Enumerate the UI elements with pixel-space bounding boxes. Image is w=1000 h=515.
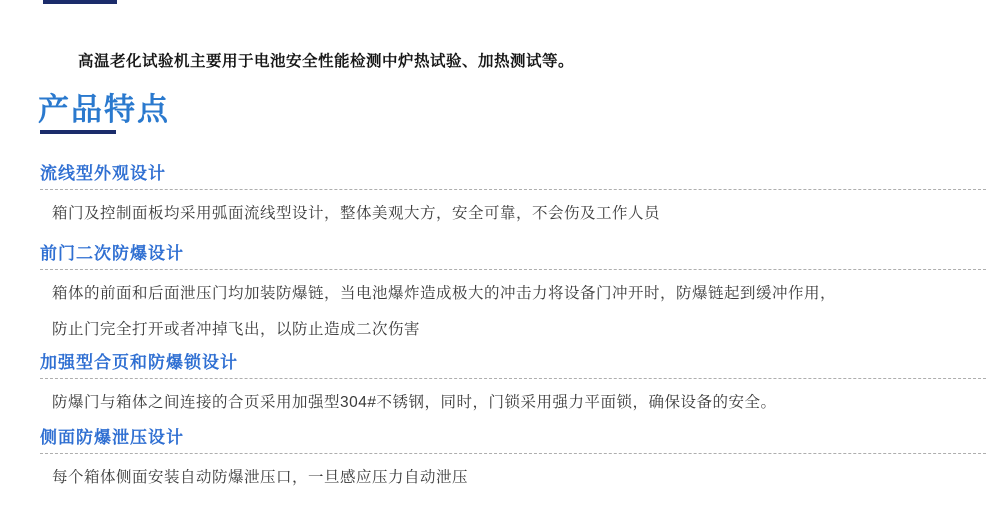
feature-section-streamline	[40, 163, 986, 223]
title-underline	[40, 130, 116, 134]
feature-section-side-vent	[40, 427, 986, 487]
page-title: 产品特点	[38, 92, 170, 127]
feature-section-hinge-lock	[40, 352, 986, 412]
feature-section-front-door	[40, 243, 986, 339]
feature-heading: 加强型合页和防爆锁设计	[40, 353, 238, 372]
feature-body-line: 箱门及控制面板均采用弧面流线型设计，整体美观大方，安全可靠，不会伤及工作人员	[52, 205, 661, 222]
dashed-divider	[40, 269, 986, 270]
top-accent-bar	[43, 0, 117, 4]
feature-body-line: 防止门完全打开或者冲掉飞出，以防止造成二次伤害	[52, 321, 421, 338]
feature-heading: 侧面防爆泄压设计	[40, 428, 184, 447]
feature-body-line: 箱体的前面和后面泄压门均加装防爆链，当电池爆炸造成极大的冲击力将设备门冲开时，防爆链起到缓冲作用，	[52, 285, 837, 302]
dashed-divider	[40, 378, 986, 379]
feature-heading: 流线型外观设计	[40, 164, 166, 183]
intro-text: 高温老化试验机主要用于电池安全性能检测中炉热试验、加热测试等。	[78, 52, 575, 70]
feature-heading: 前门二次防爆设计	[40, 244, 184, 263]
feature-body-line: 防爆门与箱体之间连接的合页采用加强型304#不锈钢，同时，门锁采用强力平面锁，确保设备的安全。	[52, 394, 777, 411]
dashed-divider	[40, 453, 986, 454]
dashed-divider	[40, 189, 986, 190]
feature-body-line: 每个箱体侧面安装自动防爆泄压口，一旦感应压力自动泄压	[52, 469, 469, 486]
